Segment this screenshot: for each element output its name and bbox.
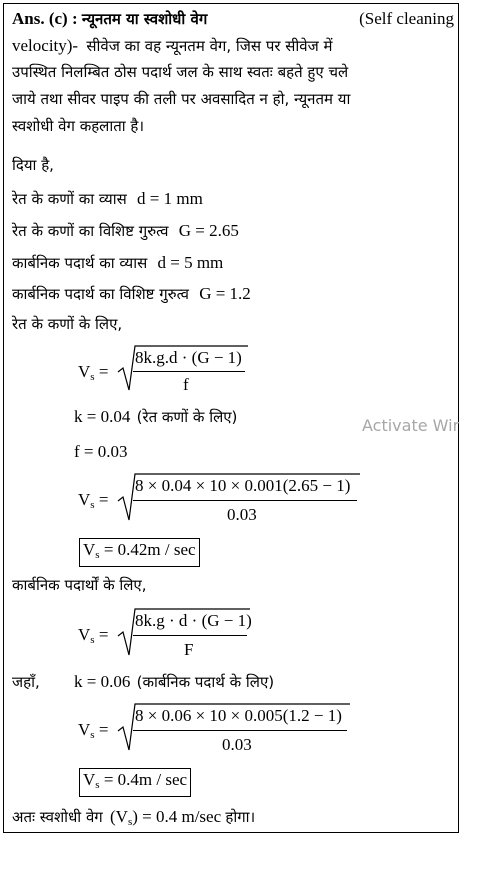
sand-f-value: f = 0.03 (74, 442, 128, 461)
where-label: जहाँ, (12, 673, 40, 691)
definition-line-1: सीवेज का वह न्यूनतम वेग, जिस पर सीवेज में (86, 37, 333, 55)
substitution-denominator-2: 0.03 (222, 735, 252, 754)
answer-title: न्यूनतम या स्वशोधी वेग (81, 10, 208, 28)
given-organic-gravity-value: G = 1.2 (199, 284, 251, 303)
definition-line-4: स्वशोधी वेग कहलाता है। (12, 117, 145, 135)
conclusion-prefix: अतः स्वशोधी वेग (12, 808, 103, 826)
given-organic-diameter (12, 252, 223, 274)
substitution-numerator-1: 8 × 0.04 × 10 × 0.001(2.65 − 1) (135, 476, 351, 495)
given-sand-gravity-value: G = 2.65 (178, 221, 239, 240)
fraction-bar-2 (133, 500, 357, 501)
sand-k-line (74, 406, 237, 428)
organic-k-value: k = 0.06 (74, 672, 131, 691)
substitution-numerator-2: 8 × 0.06 × 10 × 0.005(1.2 − 1) (135, 706, 342, 725)
given-organic-diameter-value: d = 5 mm (157, 253, 224, 272)
organic-result-box: $V_s = 0.4m / \sec$ (79, 768, 191, 797)
given-sand-gravity (12, 220, 239, 242)
given-sand-diameter-value: d = 1 mm (137, 189, 203, 208)
given-sand-gravity-label: रेत के कणों का विशिष्ट गुरुत्व (12, 222, 169, 240)
definition-line-3: जाये तथा सीवर पाइप की तली पर अवसादित न हो, न्यूनतम या (12, 90, 351, 108)
sand-k-value: k = 0.04 (74, 407, 131, 426)
organic-k-line (12, 671, 40, 693)
given-sand-diameter-label: रेत के कणों का व्यास (12, 190, 127, 208)
substitution-lhs-2: $V_s$ = (78, 720, 109, 741)
answer-label: Ans. (c) : (12, 9, 82, 28)
definition-line-2: उपस्थित निलम्बित ठोस पदार्थ जल के साथ स्वतः बहते हुए चले (12, 63, 349, 81)
formula-numerator-1: 8k.g.d · (G − 1) (135, 348, 242, 367)
answer-title-en-2: velocity)- (12, 36, 79, 55)
fraction-bar-3 (133, 635, 247, 636)
activate-windows-watermark: Activate Wir (362, 416, 460, 435)
organic-heading: कार्बनिक पदार्थों के लिए, (12, 576, 147, 594)
sand-result-box: $V_s = 0.42m / \sec$ (79, 538, 200, 567)
organic-k-note: (कार्बनिक पदार्थ के लिए) (136, 673, 275, 691)
given-organic-diameter-label: कार्बनिक पदार्थ का व्यास (12, 254, 148, 272)
given-organic-gravity-label: कार्बनिक पदार्थ का विशिष्ट गुरुत्व (12, 285, 189, 303)
sand-heading: रेत के कणों के लिए, (12, 315, 123, 333)
answer-line-2 (12, 35, 333, 57)
given-heading: दिया है, (12, 156, 54, 174)
substitution-lhs-1: $V_s$ = (78, 490, 109, 511)
conclusion-suffix: होगा। (225, 808, 256, 826)
formula-numerator-2: 8k.g · d · (G − 1) (135, 611, 252, 630)
fraction-bar-4 (133, 730, 347, 731)
formula-denominator-1: f (183, 375, 189, 394)
conclusion-line: अतः स्वशोधी वेग $(V_s) = 0.4$ m/sec होगा। (12, 807, 256, 828)
substitution-denominator-1: 0.03 (227, 505, 257, 524)
answer-title-en: (Self cleaning (359, 9, 454, 28)
answer-line-1 (12, 8, 454, 30)
formula-lhs-2: $V_s$ = (78, 625, 109, 646)
formula-lhs-1: $V_s$ = (78, 362, 109, 383)
formula-denominator-2: F (184, 640, 194, 659)
given-organic-gravity (12, 283, 251, 305)
sand-k-note: (रेत कणों के लिए) (136, 408, 238, 426)
given-sand-diameter (12, 188, 203, 210)
fraction-bar-1 (133, 371, 245, 372)
organic-k-value-line (74, 671, 274, 693)
